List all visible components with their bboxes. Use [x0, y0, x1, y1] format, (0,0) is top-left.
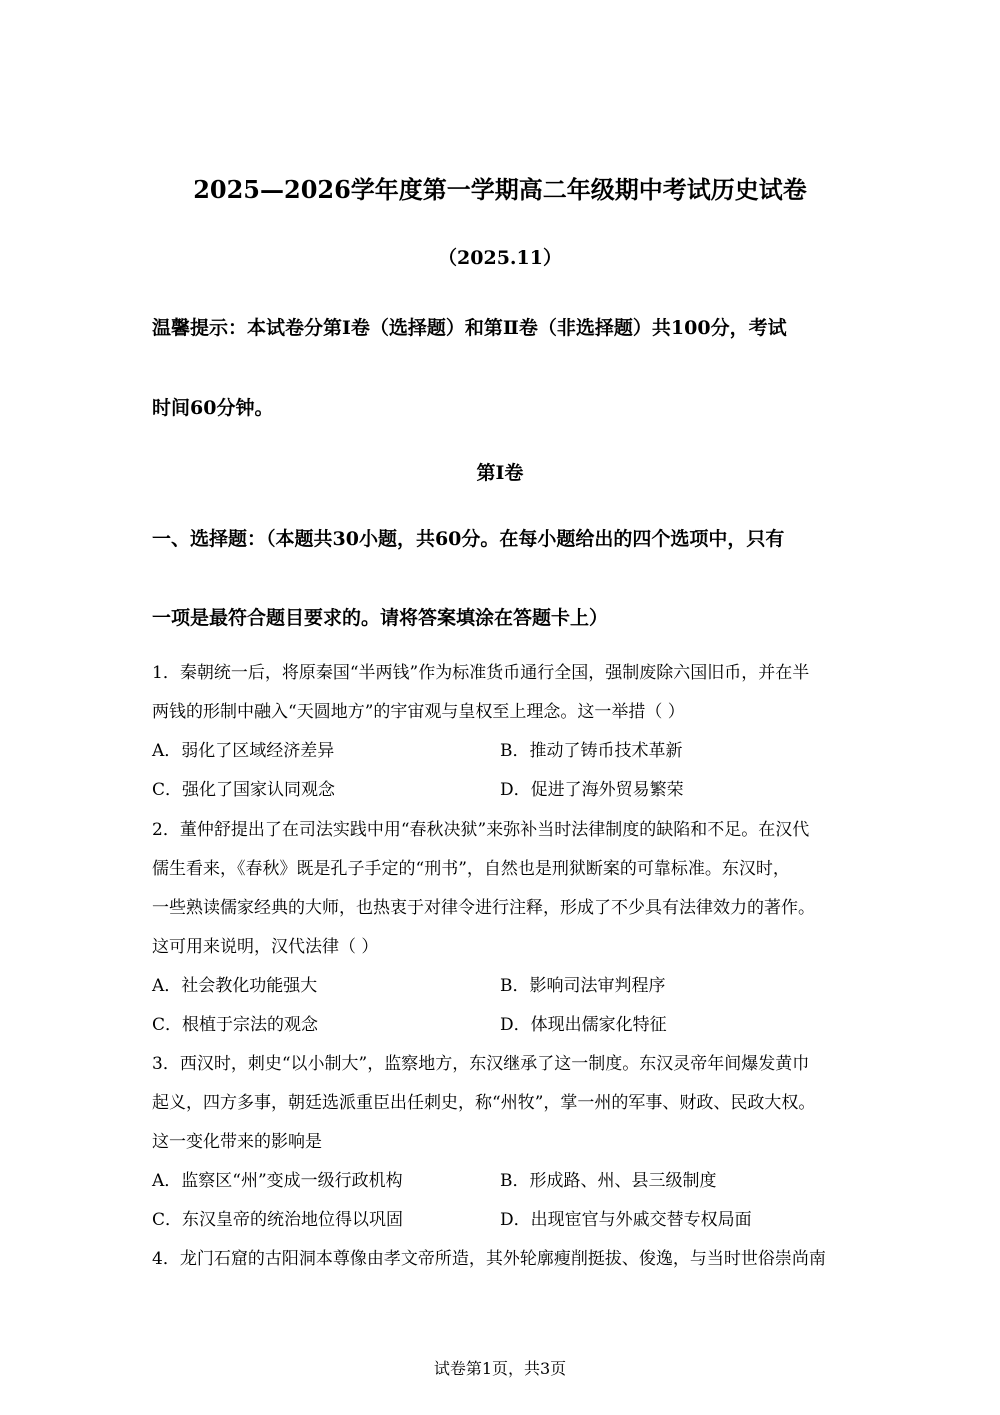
- question-1-option-a: A．弱化了区域经济差异: [152, 741, 335, 761]
- question-3-option-a: A．监察区“州”变成一级行政机构: [152, 1171, 403, 1191]
- question-2-line-4: 这可用来说明，汉代法律（ ）: [152, 937, 379, 957]
- question-3-line-1: 3．西汉时，刺史“以小制大”，监察地方，东汉继承了这一制度。东汉灵帝年间爆发黄巾: [152, 1054, 810, 1074]
- page-footer: 试卷第1页，共3页: [433, 1359, 567, 1378]
- question-1-option-c: C．强化了国家认同观念: [152, 780, 336, 800]
- section-heading-line-1: 一、选择题：（本题共30小题，共60分。在每小题给出的四个选项中，只有: [152, 528, 785, 550]
- question-3-line-2: 起义，四方多事，朝廷选派重臣出任刺史，称“州牧”，掌一州的军事、财政、民政大权。: [152, 1093, 816, 1113]
- question-3-option-b: B．形成路、州、县三级制度: [500, 1171, 717, 1191]
- question-3-line-3: 这一变化带来的影响是: [152, 1132, 322, 1152]
- exam-title: 2025—2026学年度第一学期高二年级期中考试历史试卷: [193, 175, 807, 204]
- question-2-line-1: 2．董仲舒提出了在司法实践中用“春秋决狱”来弥补当时法律制度的缺陷和不足。在汉代: [152, 820, 810, 840]
- question-1-option-b: B．推动了铸币技术革新: [500, 741, 683, 761]
- exam-date: （2025.11）: [438, 247, 562, 269]
- question-4-line-1: 4．龙门石窟的古阳洞本尊像由孝文帝所造，其外轮廓瘦削挺拔、俊逸，与当时世俗崇尚南: [152, 1249, 826, 1269]
- section-heading-line-2: 一项是最符合题目要求的。请将答案填涂在答题卡上）: [152, 607, 609, 629]
- question-1-line-1: 1．秦朝统一后，将原秦国“半两钱”作为标准货币通行全国，强制废除六国旧币，并在半: [152, 663, 810, 683]
- question-1-option-d: D．促进了海外贸易繁荣: [500, 780, 684, 800]
- question-3-option-d: D．出现宦官与外戚交替专权局面: [500, 1210, 752, 1230]
- notice-line-1: 温馨提示：本试卷分第Ⅰ卷（选择题）和第Ⅱ卷（非选择题）共100分，考试: [152, 317, 787, 339]
- question-2-option-b: B．影响司法审判程序: [500, 976, 666, 996]
- question-2-line-2: 儒生看来，《春秋》既是孔子手定的“刑书”，自然也是刑狱断案的可靠标准。东汉时，: [152, 859, 790, 879]
- question-2-line-3: 一些熟读儒家经典的大师，也热衷于对律令进行注释，形成了不少具有法律效力的著作。: [152, 898, 815, 918]
- question-3-option-c: C．东汉皇帝的统治地位得以巩固: [152, 1210, 404, 1230]
- question-2-option-d: D．体现出儒家化特征: [500, 1015, 667, 1035]
- volume-heading: 第Ⅰ卷: [476, 462, 524, 484]
- notice-line-2: 时间60分钟。: [152, 397, 274, 419]
- question-2-option-c: C．根植于宗法的观念: [152, 1015, 319, 1035]
- question-2-option-a: A．社会教化功能强大: [152, 976, 318, 996]
- question-1-line-2: 两钱的形制中融入“天圆地方”的宇宙观与皇权至上理念。这一举措（ ）: [152, 702, 685, 722]
